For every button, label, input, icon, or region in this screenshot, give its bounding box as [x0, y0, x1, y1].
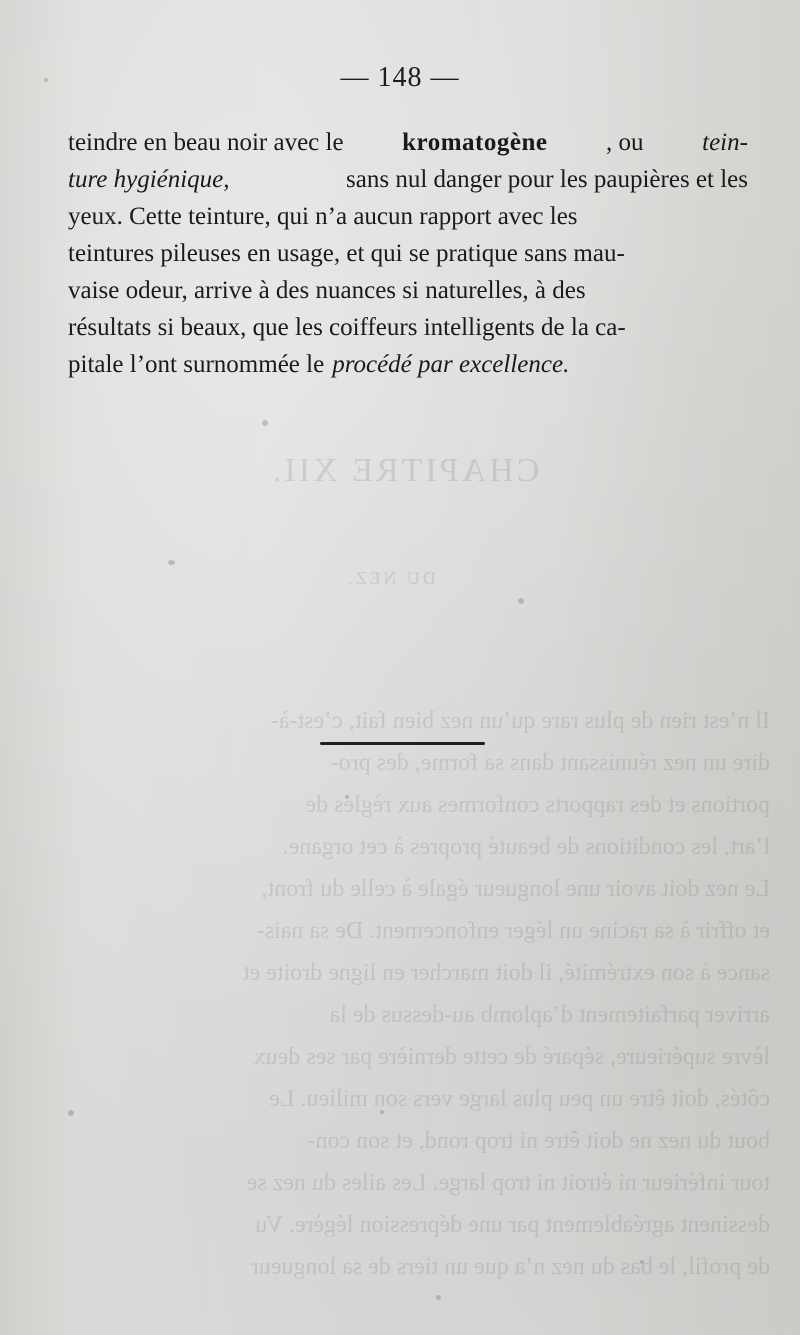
text-span: , ou — [606, 129, 644, 156]
text-line — [68, 161, 748, 198]
bleed-line: lèvre supérieure, séparé de cette dernière par ses deux — [253, 1044, 770, 1070]
paper-speck — [44, 78, 48, 82]
bleed-line: dessinent agréablement par une dépression légère. Vu — [255, 1212, 770, 1238]
text-span: pitale l’ont surnommée le — [68, 351, 325, 378]
text-line — [68, 346, 748, 383]
text-line — [68, 309, 748, 346]
text-line — [68, 272, 748, 309]
paper-speck — [518, 598, 524, 604]
bleed-line: Il n’est rien de plus rare qu’un nez bien fait, c’est-à- — [270, 708, 770, 734]
bleed-line: côtés, doit être un peu plus large vers son milieu. Le — [269, 1086, 770, 1112]
bleed-line: de profil, le bas du nez n’a que un tiers de sa longueur — [250, 1254, 770, 1280]
text-line — [68, 124, 748, 161]
bleed-line: bout du nez ne doit être ni trop rond, et son con- — [307, 1128, 770, 1154]
separator-rule — [320, 742, 485, 745]
paper-speck — [640, 1260, 644, 1264]
bleed-through-chapter-title: CHAPITRE XII. — [270, 452, 540, 489]
bleed-through-body — [90, 700, 770, 1288]
emphasis-italic: tein- — [702, 129, 748, 156]
paper-speck — [262, 420, 268, 426]
text-span: résultats si beaux, que les coiffeurs intelligents de la ca- — [68, 314, 626, 341]
bleed-line: sance à son extrémité, il doit marcher en ligne droite et — [242, 960, 770, 986]
emphasis-bold: kromatogène — [402, 129, 548, 156]
bleed-line: et offrir à sa racine un léger enfoncement. De sa nais- — [256, 918, 770, 944]
paper-speck — [380, 1110, 384, 1114]
page-number: — 148 — — [340, 62, 460, 93]
bleed-line: tour inférieur ni étroit ni trop large. Les ailes du nez se — [246, 1170, 770, 1196]
emphasis-italic: procédé par excellence. — [332, 351, 570, 378]
bleed-line: l’art, les conditions de beauté propres à cet organe. — [282, 834, 770, 860]
text-span: teindre en beau noir avec le — [68, 129, 344, 156]
bleed-line: portions et des rapports conformes aux règles de — [305, 792, 770, 818]
emphasis-italic: ture hygiénique, — [68, 166, 230, 193]
body-paragraph — [68, 124, 748, 383]
bleed-line: Le nez doit avoir une longueur égale à celle du front, — [261, 876, 770, 902]
text-span: sans nul danger pour les paupières et les — [346, 166, 748, 193]
paper-speck — [345, 795, 349, 799]
text-line — [68, 198, 748, 235]
text-span: teintures pileuses en usage, et qui se pratique sans mau- — [68, 240, 625, 267]
paper-speck — [168, 560, 175, 565]
bleed-line: arriver parfaitement d’aplomb au-dessus de la — [329, 1002, 770, 1028]
text-span: yeux. Cette teinture, qui n’a aucun rapport avec les — [68, 203, 578, 230]
text-span: vaise odeur, arrive à des nuances si naturelles, à des — [68, 277, 586, 304]
bleed-through-chapter-subtitle: DU NEZ. — [345, 568, 436, 588]
paper-speck — [68, 1110, 74, 1116]
paper-speck — [436, 1295, 441, 1300]
bleed-line: dire un nez réunissant dans sa forme, des pro- — [330, 750, 770, 776]
text-line — [68, 235, 748, 272]
